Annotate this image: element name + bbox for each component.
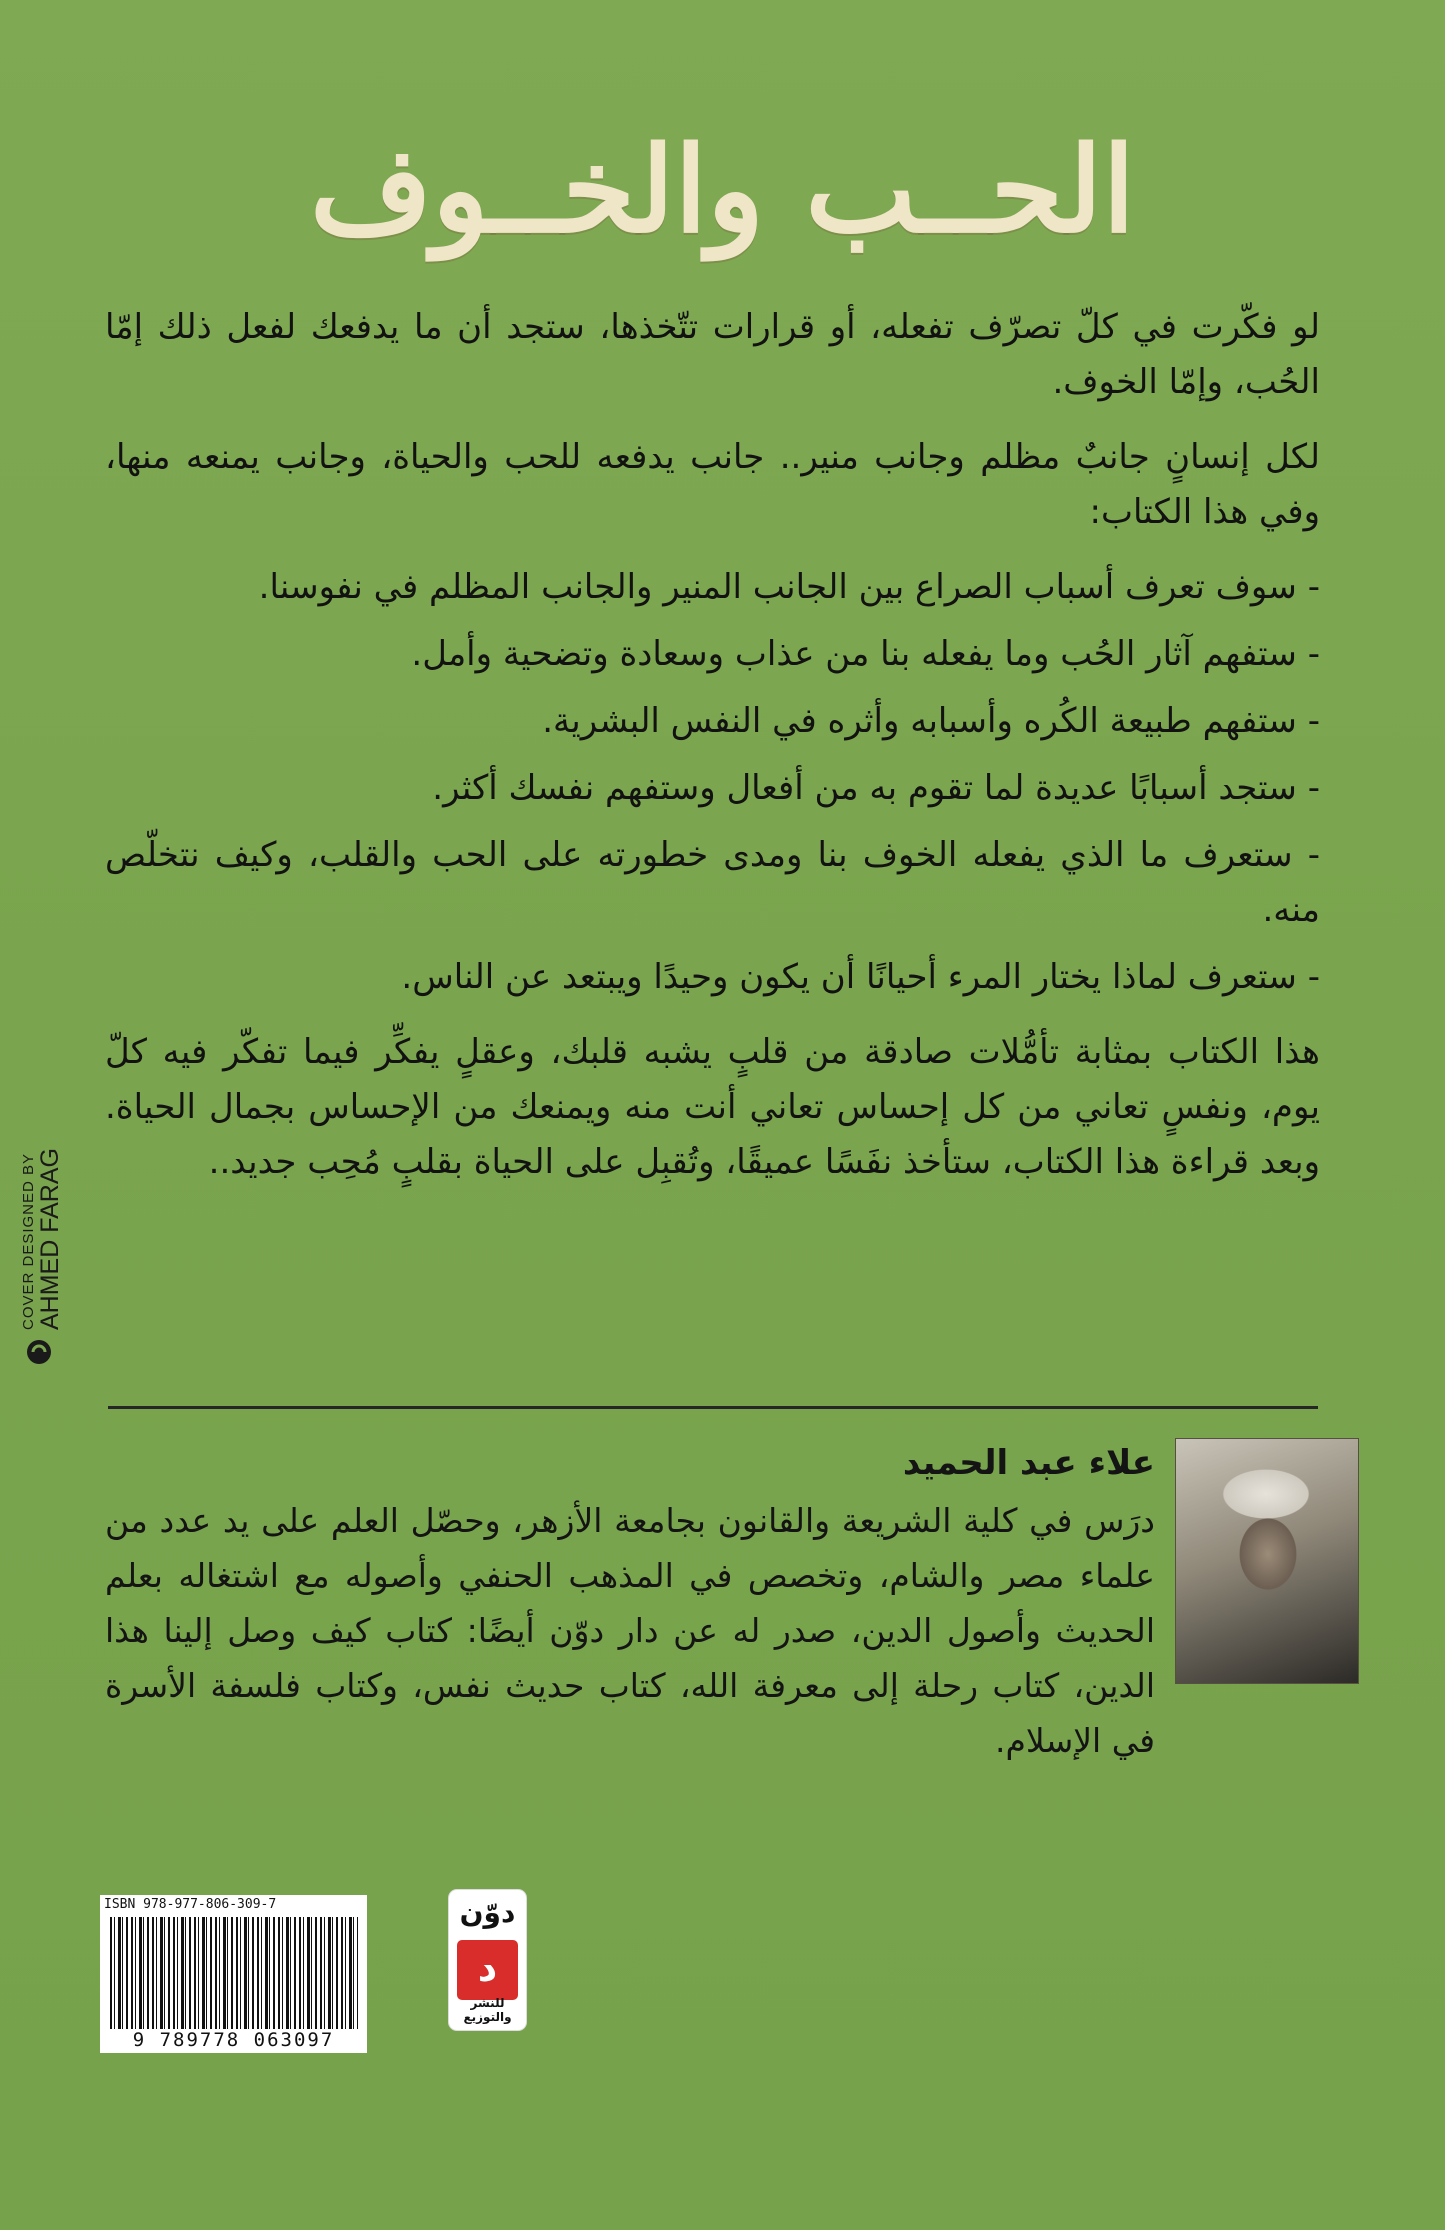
isbn-barcode xyxy=(100,1895,367,2053)
credit-line-1: COVER DESIGNED BY xyxy=(20,1152,37,1330)
intro-paragraph-1: لو فكّرت في كلّ تصرّف تفعله، أو قرارات تتّخذها، ستجد أن ما يدفعك لفعل ذلك إمّا الحُب، وإمّا الخوف. xyxy=(105,307,1320,402)
barcode-bars xyxy=(110,1917,358,2029)
author-section xyxy=(105,1436,1155,1768)
publisher-name: دوّن xyxy=(459,1896,516,1929)
list-item: - ستفهم آثار الحُب وما يفعله بنا من عذاب وسعادة وتضحية وأمل. xyxy=(105,627,1320,682)
isbn-label: ISBN 978-977-806-309-7 xyxy=(104,1897,277,1912)
author-name: علاء عبد الحميد xyxy=(902,1443,1155,1483)
author-photo xyxy=(1175,1438,1359,1684)
author-bio: درَس في كلية الشريعة والقانون بجامعة الأزهر، وحصّل العلم على يد عدد من علماء مصر والشام، وتخصص في المذهب الحنفي وأصوله مع اشتغاله بعلم الحديث وأصول الدين، صدر له عن دار دوّن أيضًا: كتاب كيف وصل إلينا هذا الدين، كتاب رحلة إلى معرفة الله، كتاب حديث نفس، وكتاب فلسفة الأسرة في الإسلام. xyxy=(105,1501,1155,1760)
credit-line-2: AHMED FARAG xyxy=(36,1148,64,1330)
intro-paragraph-2: لكل إنسانٍ جانبٌ مظلم وجانب منير.. جانب يدفعه للحب والحياة، وجانب يمنعه منها، وفي هذا الكتاب: xyxy=(105,437,1320,532)
list-item: - ستجد أسبابًا عديدة لما تقوم به من أفعال وستفهم نفسك أكثر. xyxy=(105,761,1320,816)
bullet-list xyxy=(105,560,1320,1005)
closing-paragraph: هذا الكتاب بمثابة تأمُّلات صادقة من قلبٍ يشبه قلبك، وعقلٍ يفكِّر فيما تفكّر فيه كلّ يوم، ونفسٍ تعاني من كل إحساس تعاني أنت منه ويمنعك من الإحساس بجمال الحياة. وبعد قراءة هذا الكتاب، ستأخذ نفَسًا عميقًا، وتُقبِل على الحياة بقلبٍ مُحِب جديد.. xyxy=(105,1032,1320,1182)
list-item: - ستفهم طبيعة الكُره وأسبابه وأثره في النفس البشرية. xyxy=(105,694,1320,749)
blurb xyxy=(105,300,1320,1210)
barcode-number: 9 789778 063097 xyxy=(132,2029,335,2051)
designer-logo-icon xyxy=(24,1337,54,1367)
section-divider xyxy=(108,1406,1318,1409)
publisher-mark-icon xyxy=(457,1940,518,2000)
list-item: - ستعرف ما الذي يفعله الخوف بنا ومدى خطورته على الحب والقلب، وكيف نتخلّص منه. xyxy=(105,828,1320,938)
list-item: - ستعرف لماذا يختار المرء أحيانًا أن يكون وحيدًا ويبتعد عن الناس. xyxy=(105,950,1320,1005)
publisher-logo xyxy=(449,1890,526,2030)
publisher-mark-glyph: د xyxy=(477,1946,498,1990)
list-item: - سوف تعرف أسباب الصراع بين الجانب المنير والجانب المظلم في نفوسنا. xyxy=(105,560,1320,615)
book-title: الحــب والخــوف xyxy=(309,120,1136,259)
cover-credit xyxy=(18,1065,62,1365)
publisher-tagline: للنشر والتوزيع xyxy=(463,1996,512,2024)
